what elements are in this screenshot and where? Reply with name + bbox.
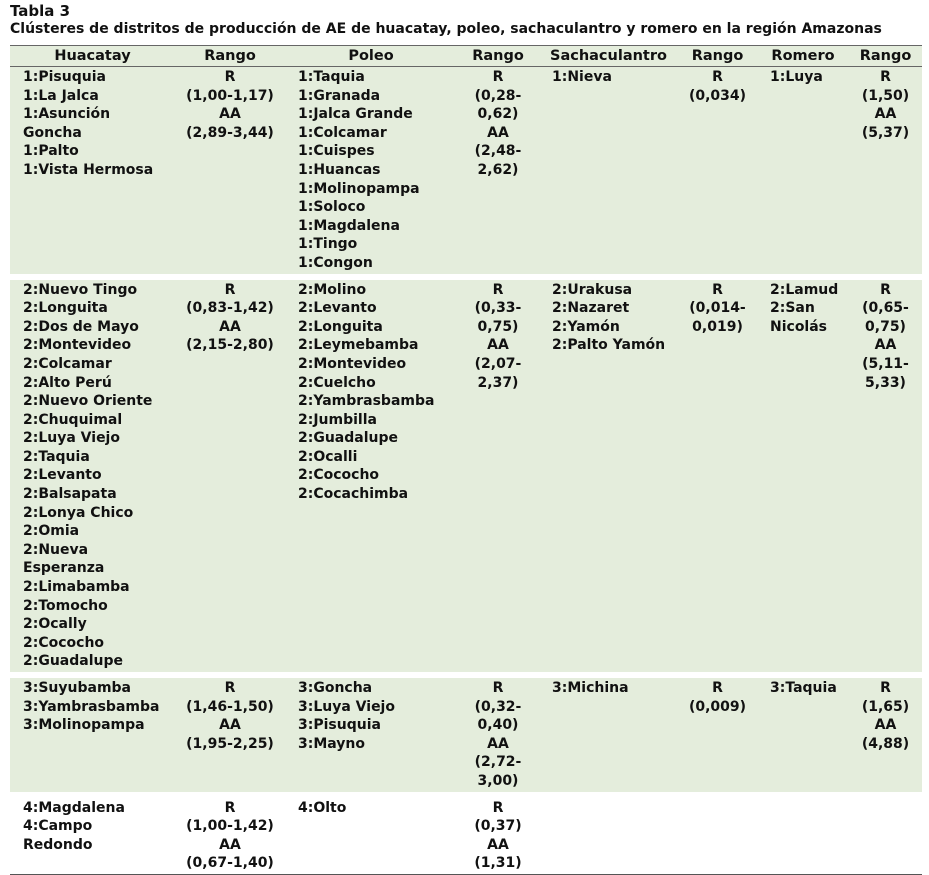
range-entry: (0,83-1,42) bbox=[186, 300, 274, 317]
range-entry: (0,32- bbox=[474, 698, 522, 715]
range-entry: (1,46-1,50) bbox=[186, 698, 274, 715]
range-entry: AA bbox=[874, 717, 897, 734]
district-entry: 1:Palto bbox=[23, 143, 79, 160]
cell-poleo bbox=[285, 67, 457, 277]
district-entry: 2:Longuita bbox=[23, 300, 108, 317]
district-entry: 3:Goncha bbox=[298, 680, 373, 696]
range-entry: AA bbox=[219, 106, 241, 123]
cell-poleo bbox=[285, 277, 457, 675]
header-romero: Romero bbox=[757, 46, 849, 67]
cell-huacatay bbox=[10, 67, 175, 277]
range-entry: AA bbox=[219, 318, 241, 335]
table-title: Tabla 3 bbox=[10, 2, 71, 20]
district-entry: 2:Guadalupe bbox=[298, 430, 398, 447]
range-entry: AA bbox=[487, 836, 509, 853]
district-entry: 2:Ocally bbox=[23, 616, 87, 633]
range-entry: R bbox=[712, 281, 723, 298]
range-entry: 0,40) bbox=[477, 717, 519, 734]
district-entry: 2:Taquia bbox=[23, 448, 90, 465]
range-entry: (2,48- bbox=[474, 143, 522, 160]
district-entry: 2:Montevideo bbox=[23, 337, 132, 354]
district-entry: 1:Vista Hermosa bbox=[23, 161, 154, 178]
cell-huacatay-rango bbox=[175, 675, 285, 795]
cell-romero-rango bbox=[849, 675, 922, 795]
district-entry: 2:Limabamba bbox=[23, 579, 130, 596]
range-entry: 2,37) bbox=[477, 374, 519, 391]
district-entry: 2:Nuevo Oriente bbox=[23, 393, 153, 410]
range-entry: 5,33) bbox=[865, 374, 906, 391]
district-entry: 2:Nazaret bbox=[552, 300, 630, 317]
range-entry: AA bbox=[487, 337, 509, 354]
range-entry: AA bbox=[219, 836, 241, 853]
range-entry: R bbox=[880, 281, 891, 298]
range-entry: (1,00-1,17) bbox=[186, 87, 274, 104]
district-entry: 2:Montevideo bbox=[298, 355, 407, 372]
cell-poleo-rango bbox=[457, 67, 539, 277]
range-entry: (2,07- bbox=[474, 355, 522, 372]
range-entry: (1,65) bbox=[861, 698, 910, 715]
cell-romero bbox=[757, 795, 849, 875]
range-entry: R bbox=[880, 680, 891, 696]
district-entry: 2:Nueva bbox=[23, 541, 89, 558]
district-entry: 1:Pisuquia bbox=[23, 69, 106, 85]
header-huacatay: Huacatay bbox=[10, 46, 175, 67]
district-entry: 2:Urakusa bbox=[552, 281, 633, 298]
table-row bbox=[10, 675, 922, 795]
district-entry: 4:Campo bbox=[23, 818, 93, 835]
cell-sachaculantro-rango bbox=[678, 795, 757, 875]
cell-huacatay-rango bbox=[175, 795, 285, 875]
district-entry: 2:Longuita bbox=[298, 318, 383, 335]
district-entry: 2:Cococho bbox=[298, 467, 380, 484]
range-entry: R bbox=[712, 69, 723, 85]
district-entry: 3:Luya Viejo bbox=[298, 698, 395, 715]
range-entry: 0,62) bbox=[477, 106, 519, 123]
district-entry: 2:Cocachimba bbox=[298, 486, 409, 503]
cell-huacatay bbox=[10, 277, 175, 675]
cell-sachaculantro-rango bbox=[678, 277, 757, 675]
district-entry: 1:Tingo bbox=[298, 236, 358, 253]
range-entry: (1,95-2,25) bbox=[186, 735, 274, 752]
cell-poleo bbox=[285, 795, 457, 875]
range-entry: (2,15-2,80) bbox=[186, 337, 274, 354]
table-header-row bbox=[10, 46, 922, 67]
district-entry: Goncha bbox=[23, 124, 82, 141]
table-body bbox=[10, 67, 922, 875]
district-entry: 2:Levanto bbox=[23, 467, 102, 484]
table-row bbox=[10, 277, 922, 675]
range-entry: 0,75) bbox=[477, 318, 519, 335]
district-entry: 3:Suyubamba bbox=[23, 680, 132, 696]
district-entry: 4:Olto bbox=[298, 799, 347, 816]
range-entry: R bbox=[224, 680, 236, 696]
district-entry: 2:Alto Perú bbox=[23, 374, 112, 391]
district-entry: 2:Ocalli bbox=[298, 448, 358, 465]
table-caption: Clústeres de distritos de producción de AE de huacatay, poleo, sachaculantro y romero en la región Amazonas bbox=[10, 21, 882, 37]
cell-huacatay bbox=[10, 675, 175, 795]
cell-poleo-rango bbox=[457, 277, 539, 675]
cell-huacatay-rango bbox=[175, 67, 285, 277]
range-entry: AA bbox=[487, 124, 509, 141]
range-entry: AA bbox=[219, 717, 241, 734]
range-entry: R bbox=[492, 680, 504, 696]
header-poleo: Poleo bbox=[285, 46, 457, 67]
district-entry: 2:Cuelcho bbox=[298, 374, 376, 391]
district-entry: 4:Magdalena bbox=[23, 799, 125, 816]
district-entry: 2:Palto Yamón bbox=[552, 337, 666, 354]
range-entry: R bbox=[224, 69, 236, 85]
range-entry: 2,62) bbox=[477, 161, 519, 178]
district-entry: 2:Lamud bbox=[770, 281, 839, 298]
district-entry: 2:Jumbilla bbox=[298, 411, 377, 428]
district-entry: 3:Pisuquia bbox=[298, 717, 381, 734]
district-entry: 1:Huancas bbox=[298, 161, 381, 178]
district-entry: 1:Congon bbox=[298, 254, 373, 271]
cell-poleo-rango bbox=[457, 675, 539, 795]
district-entry: 2:Leymebamba bbox=[298, 337, 419, 354]
cell-romero bbox=[757, 675, 849, 795]
header-rango-poleo: Rango bbox=[457, 46, 539, 67]
range-entry: (0,034) bbox=[688, 87, 747, 104]
range-entry: R bbox=[224, 281, 236, 298]
range-entry: (1,31) bbox=[474, 855, 522, 872]
district-entry: 1:Magdalena bbox=[298, 217, 400, 234]
district-entry: 3:Mayno bbox=[298, 735, 365, 752]
district-entry: 1:Taquia bbox=[298, 69, 365, 85]
district-entry: 1:Nieva bbox=[552, 69, 612, 85]
district-entry: 1:Molinopampa bbox=[298, 180, 420, 197]
district-entry: Redondo bbox=[23, 836, 93, 853]
district-entry: Esperanza bbox=[23, 560, 105, 577]
cell-poleo bbox=[285, 675, 457, 795]
district-entry: Nicolás bbox=[770, 318, 828, 335]
clusters-table bbox=[10, 45, 922, 875]
range-entry: AA bbox=[487, 735, 509, 752]
range-entry: (2,89-3,44) bbox=[186, 124, 274, 141]
range-entry: (5,11- bbox=[862, 355, 909, 372]
range-entry: AA bbox=[874, 337, 897, 354]
range-entry: (0,014- bbox=[689, 300, 746, 317]
district-entry: 2:Tomocho bbox=[23, 597, 108, 614]
header-rango-sachaculantro: Rango bbox=[678, 46, 757, 67]
range-entry: R bbox=[224, 799, 236, 816]
cell-romero-rango bbox=[849, 795, 922, 875]
header-rango-huacatay: Rango bbox=[175, 46, 285, 67]
district-entry: 2:Guadalupe bbox=[23, 653, 123, 670]
district-entry: 3:Michina bbox=[552, 680, 629, 696]
district-entry: 2:Balsapata bbox=[23, 486, 117, 503]
district-entry: 2:Nuevo Tingo bbox=[23, 281, 138, 298]
district-entry: 2:Omia bbox=[23, 523, 80, 540]
range-entry: R bbox=[712, 680, 723, 696]
cell-sachaculantro bbox=[539, 675, 678, 795]
district-entry: 2:Yamón bbox=[552, 318, 620, 335]
district-entry: 2:Lonya Chico bbox=[23, 504, 134, 521]
range-entry: (2,72- bbox=[474, 754, 522, 771]
cell-romero bbox=[757, 277, 849, 675]
district-entry: 1:Granada bbox=[298, 87, 381, 104]
range-entry: (4,88) bbox=[861, 735, 910, 752]
district-entry: 1:La Jalca bbox=[23, 87, 99, 104]
range-entry: (0,65- bbox=[862, 300, 909, 317]
district-entry: 1:Jalca Grande bbox=[298, 106, 413, 123]
range-entry: (5,37) bbox=[861, 124, 910, 141]
district-entry: 2:Yambrasbamba bbox=[298, 393, 435, 410]
range-entry: (0,33- bbox=[474, 300, 522, 317]
district-entry: 2:Cococho bbox=[23, 634, 105, 651]
range-entry: (1,00-1,42) bbox=[186, 818, 274, 835]
district-entry: 3:Molinopampa bbox=[23, 717, 145, 734]
range-entry: R bbox=[492, 69, 504, 85]
cell-sachaculantro bbox=[539, 67, 678, 277]
district-entry: 1:Asunción bbox=[23, 106, 111, 123]
range-entry: 0,75) bbox=[865, 318, 906, 335]
cell-romero-rango bbox=[849, 67, 922, 277]
district-entry: 1:Luya bbox=[770, 69, 823, 85]
range-entry: (0,37) bbox=[474, 818, 522, 835]
district-entry: 2:Chuquimal bbox=[23, 411, 123, 428]
cell-sachaculantro bbox=[539, 277, 678, 675]
cell-huacatay bbox=[10, 795, 175, 875]
range-entry: (1,50) bbox=[861, 87, 910, 104]
district-entry: 2:Levanto bbox=[298, 300, 377, 317]
range-entry: (0,28- bbox=[474, 87, 522, 104]
range-entry: R bbox=[880, 69, 891, 85]
district-entry: 2:Dos de Mayo bbox=[23, 318, 139, 335]
cell-poleo-rango bbox=[457, 795, 539, 875]
district-entry: 2:San bbox=[770, 300, 815, 317]
range-entry: (0,009) bbox=[688, 698, 747, 715]
district-entry: 3:Taquia bbox=[770, 680, 837, 696]
range-entry: AA bbox=[874, 106, 897, 123]
district-entry: 1:Soloco bbox=[298, 199, 366, 216]
district-entry: 2:Molino bbox=[298, 281, 367, 298]
district-entry: 2:Luya Viejo bbox=[23, 430, 120, 447]
cell-romero bbox=[757, 67, 849, 277]
range-entry: (0,67-1,40) bbox=[186, 855, 274, 872]
range-entry: R bbox=[492, 281, 504, 298]
cell-huacatay-rango bbox=[175, 277, 285, 675]
cell-romero-rango bbox=[849, 277, 922, 675]
header-sachaculantro: Sachaculantro bbox=[539, 46, 678, 67]
cell-sachaculantro-rango bbox=[678, 675, 757, 795]
range-entry: 3,00) bbox=[477, 772, 519, 789]
district-entry: 3:Yambrasbamba bbox=[23, 698, 160, 715]
district-entry: 1:Colcamar bbox=[298, 124, 387, 141]
cell-sachaculantro-rango bbox=[678, 67, 757, 277]
district-entry: 1:Cuispes bbox=[298, 143, 375, 160]
range-entry: 0,019) bbox=[692, 318, 743, 335]
header-rango-romero: Rango bbox=[849, 46, 922, 67]
district-entry: 2:Colcamar bbox=[23, 355, 112, 372]
cell-sachaculantro bbox=[539, 795, 678, 875]
table-row bbox=[10, 795, 922, 875]
range-entry: R bbox=[492, 799, 504, 816]
table-row bbox=[10, 67, 922, 277]
